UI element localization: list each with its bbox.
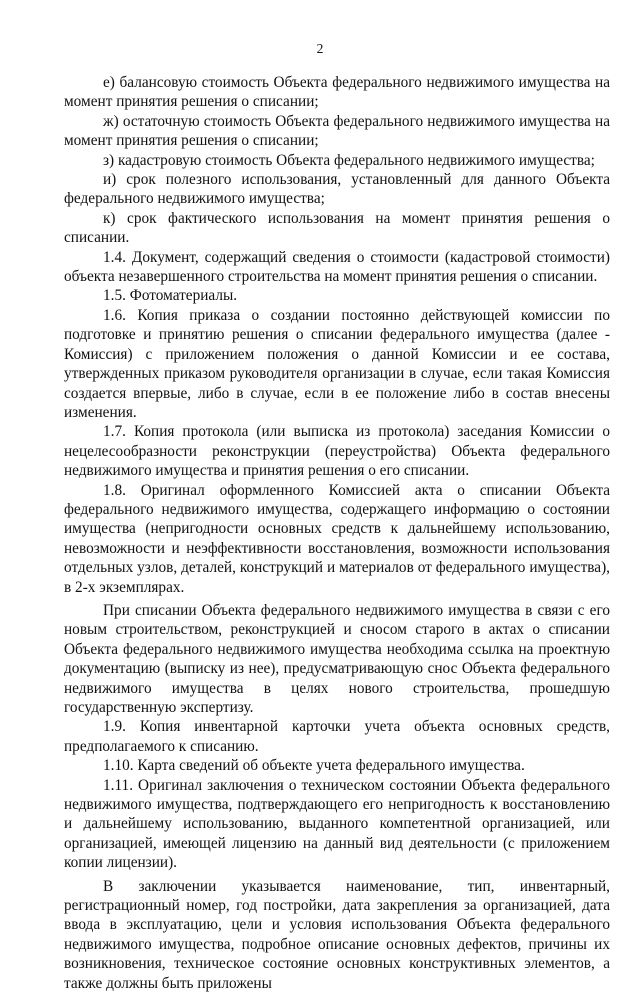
paragraph-item-k: к) срок фактического использования на момент принятия решения о списании.: [64, 209, 610, 247]
paragraph-item-e: е) балансовую стоимость Объекта федерального недвижимого имущества на момент принятия решения о списании;: [64, 74, 610, 111]
paragraph-1-11: 1.11. Оригинал заключения о техническом состоянии Объекта федерального недвижимого имущества, подтверждающего его непригодность к восстановлению и дальнейшему использованию, выданного компетентной организацией, или организацией, имеющей лицензию на данный вид деятельности (с приложением копии лицензии).: [64, 776, 610, 872]
paragraph-1-9: 1.9. Копия инвентарной карточки учета объекта основных средств, предполагаемого к списанию.: [64, 718, 610, 755]
paragraph-item-z: з) кадастровую стоимость Объекта федерального недвижимого имущества;: [103, 151, 595, 169]
paragraph-1-7: 1.7. Копия протокола (или выписка из протокола) заседания Комиссии о нецелесообразности реконструкции (переустройства) Объекта федерального недвижимого имущества и принятия решения о его списании.: [64, 423, 610, 480]
page-number: 2: [316, 41, 324, 56]
paragraph-item-i: и) срок полезного использования, установленный для данного Объекта федерального недвижимого имущества;: [64, 171, 610, 208]
document-body: [64, 73, 610, 993]
paragraph-1-5: 1.5. Фотоматериалы.: [103, 287, 238, 305]
paragraph-1-4: 1.4. Документ, содержащий сведения о стоимости (кадастровой стоимости) объекта незавершенного строительства на момент принятия решения о списании.: [64, 248, 610, 286]
paragraph-1-6: 1.6. Копия приказа о создании постоянно действующей комиссии по подготовке и принятию решения о списании федерального имущества (далее - Комиссия) с приложением положения о данной Комиссии и ее состава, утвержденных приказом руководителя организации в случае, если такая Комиссия создается впервые, либо в случае, если в ее положение либо в состав внесены изменения.: [64, 306, 610, 421]
paragraph-1-8: 1.8. Оригинал оформленного Комиссией акта о списании Объекта федерального недвижимого имущества, содержащего информацию о состоянии имущества (непригодности основных средств к дальнейшему использованию, невозможности и неэффективности восстановления, возможности использования отдельных узлов, деталей, конструкций и материалов от федерального имущества), в 2-х экземплярах.: [64, 481, 610, 596]
paragraph-demolition-note: При списании Объекта федерального недвижимого имущества в связи с его новым строительством, реконструкцией и сносом старого в актах о списании Объекта федерального недвижимого имущества необходима ссылка на проектную документацию (выписку из нее), предусматривающую снос Объекта федерального недвижимого имущества в целях нового строительства, прошедшую государственную экспертизу.: [64, 601, 610, 716]
paragraph-conclusion-details: В заключении указывается наименование, тип, инвентарный, регистрационный номер, год постройки, дата закрепления за организацией, дата ввода в эксплуатацию, цели и условия использования Объекта федерального недвижимого имущества, подробное описание основных дефектов, причины их возникновения, техническое состояние основных конструктивных элементов, а также должны быть приложены: [64, 877, 610, 992]
paragraph-1-10: 1.10. Карта сведений об объекте учета федерального имущества.: [103, 757, 525, 775]
paragraph-item-zh: ж) остаточную стоимость Объекта федерального недвижимого имущества на момент принятия решения о списании;: [64, 112, 610, 150]
